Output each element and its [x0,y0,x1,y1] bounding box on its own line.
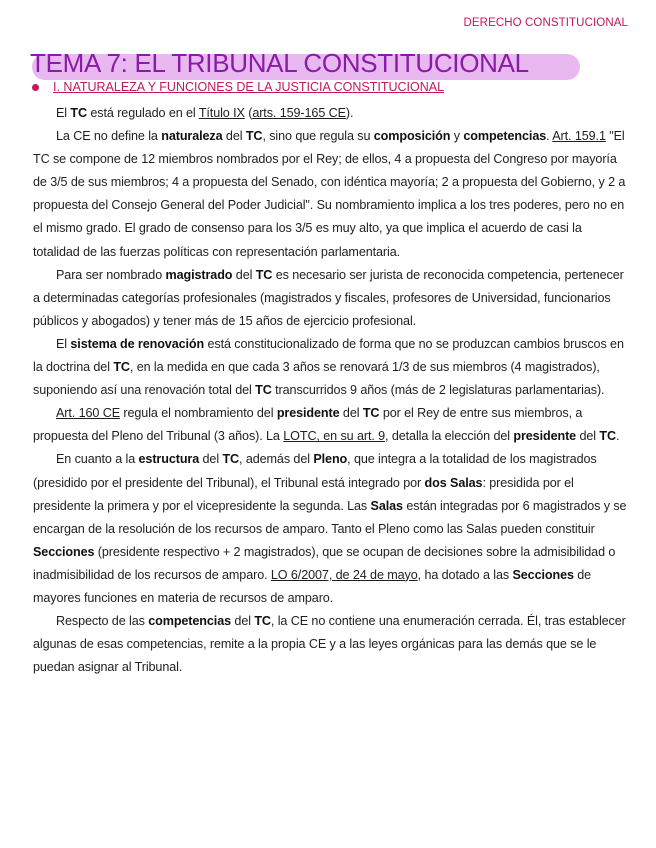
bold-term: sistema de renovación [70,336,205,351]
text: del [199,452,223,467]
bold-term: TC [70,106,87,120]
text: regula el nombramiento del [120,406,277,421]
paragraph-6 [33,448,629,610]
section-heading [32,80,444,94]
text: ). [345,106,354,120]
paragraph-5 [33,402,629,448]
bold-term: TC [245,129,263,144]
bold-term: presidente [276,406,340,421]
text: Respecto de las [56,614,149,629]
paragraph-3 [33,264,629,333]
text: El [56,336,71,351]
bold-term: dos Salas [424,475,483,490]
bold-term: TC [222,452,240,467]
bold-term: estructura [138,452,200,467]
bold-term: TC [254,614,271,629]
section-heading-text: I. NATURALEZA Y FUNCIONES DE LA JUSTICIA CONSTITUCIONAL [53,80,445,94]
paragraph-4 [33,333,629,402]
text: del [231,614,255,629]
bold-term: presidente [513,429,577,444]
bold-term: competencias [148,614,232,629]
bold-term: TC [255,383,272,398]
bold-term: Secciones [33,544,95,559]
text: por el Rey de entre sus miembros, a propuesta del Pleno del Tribunal (3 años). La [33,406,583,444]
bold-term: magistrado [165,267,233,282]
text: , detalla la elección del [385,429,514,444]
bold-term: TC [255,267,273,282]
text: La CE no define la [56,129,162,144]
text: En cuanto a la [56,452,139,467]
text: , sino que regula su [262,129,374,144]
paragraph-7 [33,610,629,679]
bold-term: naturaleza [161,129,223,144]
text: del [232,267,256,282]
text: , en la medida en que cada 3 años se renovará 1/3 de sus miembros (4 magistrados), suponiendo así una renovación total del [33,360,600,398]
text: El [56,106,71,120]
legal-reference: LO 6/2007, de 24 de mayo [270,567,418,582]
bold-term: TC [599,429,616,444]
text: , que integra a la totalidad de los magistrados (presidido por el presidente del Tribunal), el Tribunal está integrado por [33,452,597,490]
text: , además del [239,452,314,467]
text: , ha dotado a las [417,567,513,582]
text: ( [244,106,253,120]
text: es necesario ser jurista de reconocida competencia, pertenecer a determinadas categorías profesionales (magistrados y fiscales, profesores de Universidad, funcionarios públicos y abogados) y tener más de 15 años de ejercicio profesional. [33,267,624,328]
legal-reference: Art. 159.1 [552,129,606,144]
text: del [576,429,600,444]
text: . [546,129,553,144]
text: "El TC se compone de 12 miembros nombrados por el Rey; de ellos, 4 a propuesta del Congreso por mayoría de 3/5 de sus miembros; 4 a propuesta del Senado, con idéntica mayoría; 2 a propuesta del Gobierno, y 2 a propuesta del Consejo General del Poder Judicial". Su nombramiento implica a los tres poderes, pero no en el mismo grado. El grado de consenso para los 3/5 es muy alto, ya que implica el acuerdo de casi la totalidad de las fuerzas políticas con representación parlamentaria. [33,129,626,259]
bold-term: Salas [370,498,403,513]
legal-reference: Título IX [198,106,245,120]
text: (presidente respectivo + 2 magistrados), que se ocupan de decisiones sobre la admisibilidad o inadmisibilidad de los recursos de amparo. [33,544,616,582]
text: y [450,129,464,144]
bold-term: TC [362,406,380,421]
legal-reference: LOTC, en su art. 9 [283,429,386,444]
text: Para ser nombrado [56,267,166,282]
bold-term: composición [373,129,451,144]
paragraph-1 [33,102,629,125]
text: del [339,406,363,421]
bold-term: competencias [463,129,547,144]
document-body [33,102,629,679]
text: transcurridos 9 años (más de 2 legislaturas parlamentarias). [271,383,605,398]
text: de mayores funciones en materia de recursos de amparo. [33,567,592,605]
text: está constitucionalizado de forma que no se produzcan cambios bruscos en la doctrina del [33,336,624,375]
bold-term: Secciones [512,567,574,582]
bullet-icon [32,84,39,91]
bold-term: TC [113,360,130,375]
paragraph-2 [33,125,629,264]
text: , la CE no contiene una enumeración cerrada. Él, tras establecer algunas de esas competencias, remite a la propia CE y a las leyes orgánicas para las demás que se le puedan asignar al Tribunal. [33,614,626,675]
legal-reference: arts. 159-165 CE [252,106,346,120]
page-title: TEMA 7: EL TRIBUNAL CONSTITUCIONAL [30,48,529,78]
text: del [222,129,246,144]
text: . [615,429,620,444]
text: está regulado en el [87,106,199,120]
title-block [30,48,529,78]
text: están integradas por 6 magistrados y se encargan de la resolución de los recursos de amparo. Tanto el Pleno como las Salas pueden constituir [33,498,627,536]
text: : presidida por el presidente la primera y por el vicepresidente la segunda. Las [33,475,574,513]
document-header: DERECHO CONSTITUCIONAL [463,17,628,29]
bold-term: Pleno [313,452,348,467]
legal-reference: Art. 160 CE [56,406,120,421]
